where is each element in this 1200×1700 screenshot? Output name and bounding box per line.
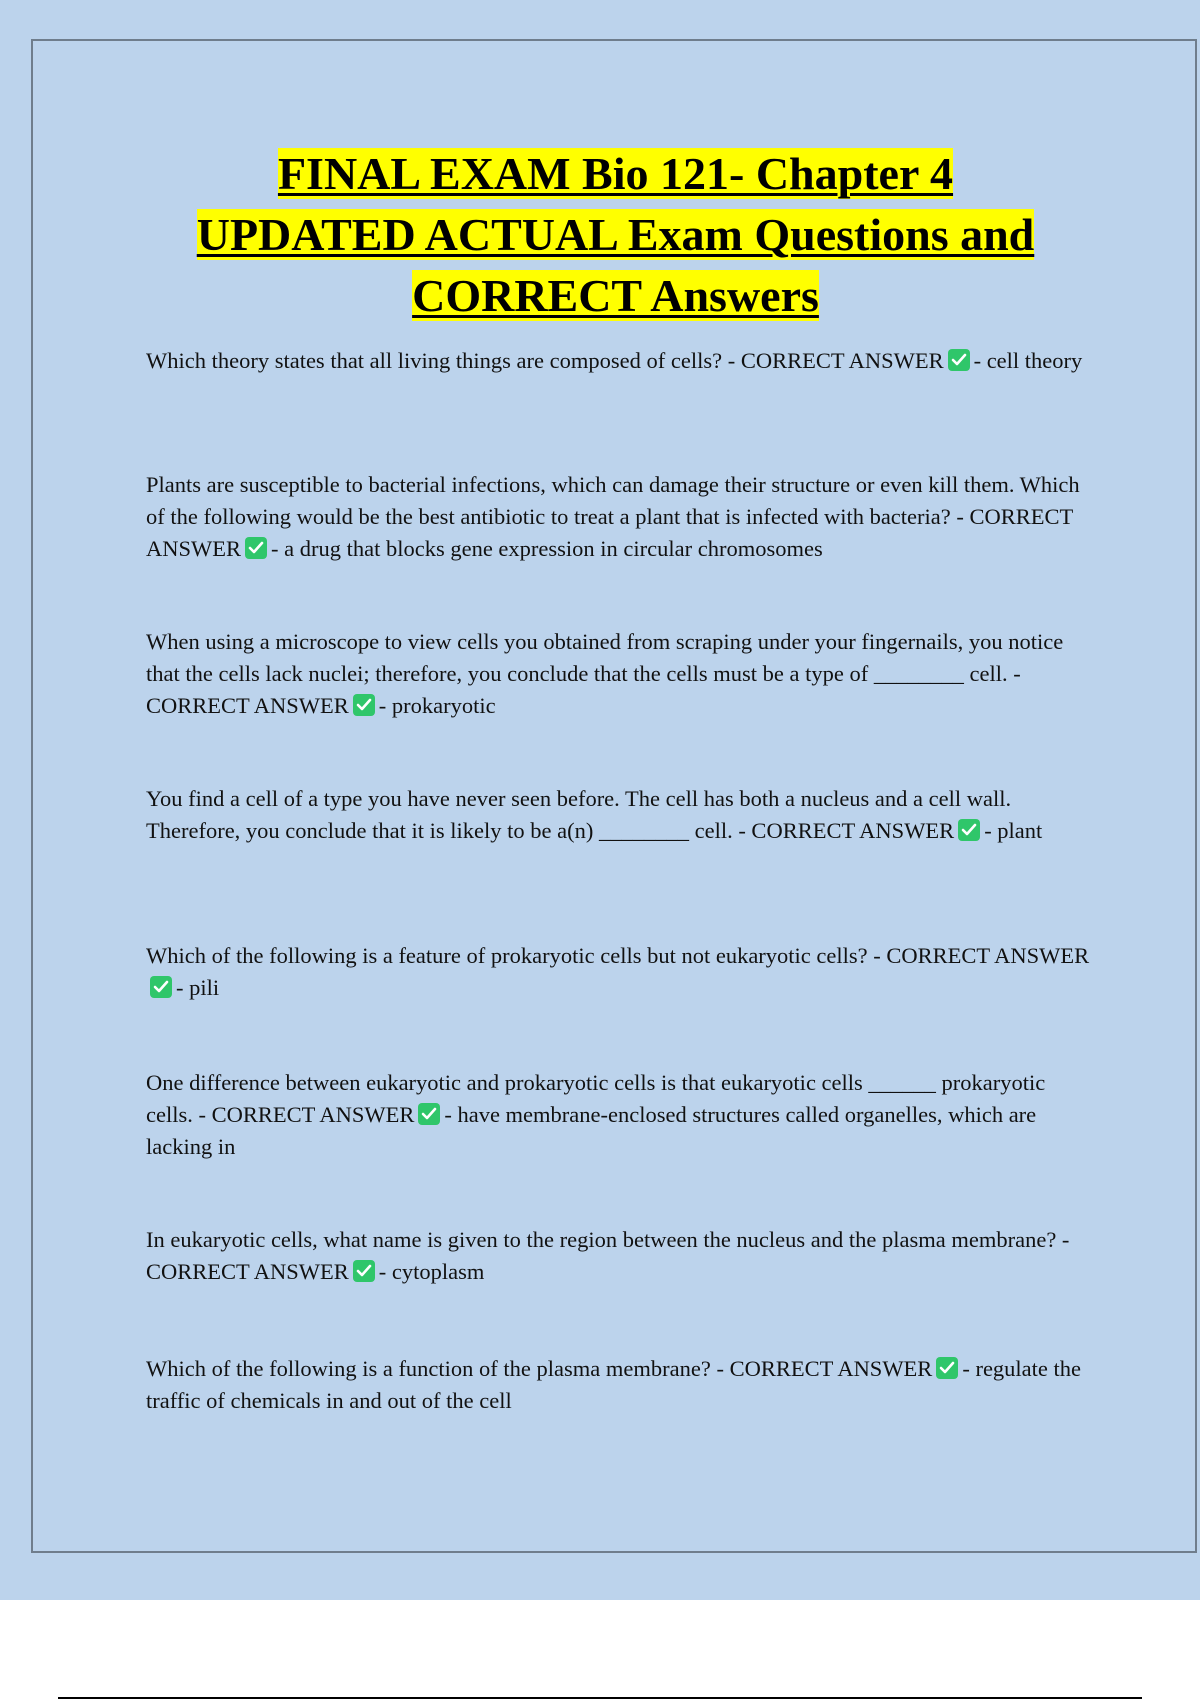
check-mark-icon — [150, 976, 172, 998]
question-text: Which of the following is a function of the plasma membrane? - CORRECT ANSWER — [146, 1356, 933, 1381]
answer-text: - prokaryotic — [378, 693, 496, 718]
answer-text: - have membrane-enclosed structures called organelles, which are lacking in — [146, 1102, 1037, 1159]
answer-text: - regulate the traffic of chemicals in and out of the cell — [146, 1356, 1082, 1413]
check-mark-icon — [418, 1103, 440, 1125]
footer-rule — [58, 1697, 1142, 1699]
answer-text: - cell theory — [973, 348, 1083, 373]
check-mark-icon — [936, 1357, 958, 1379]
title-line-1: FINAL EXAM Bio 121- Chapter 4 — [277, 148, 954, 199]
answer-text: - pili — [176, 975, 220, 1000]
check-mark-icon — [245, 537, 267, 559]
qa-item — [146, 1353, 1096, 1417]
answer-text: - plant — [984, 818, 1043, 843]
title-line-2: UPDATED ACTUAL Exam Questions and — [196, 209, 1035, 260]
question-text: In eukaryotic cells, what name is given to the region between the nucleus and the plasma membrane? - CORRECT ANSWER — [146, 1227, 1070, 1284]
qa-item — [146, 940, 1096, 1004]
question-text: Plants are susceptible to bacterial infections, which can damage their structure or even kill them. Which of the following would be the best antibiotic to treat a plant that is infected with bacteria? - CORRECT ANSWER — [146, 472, 1080, 561]
qa-item — [146, 783, 1096, 847]
answer-text: - a drug that blocks gene expression in circular chromosomes — [271, 536, 823, 561]
check-mark-icon — [958, 819, 980, 841]
answer-text: - cytoplasm — [378, 1259, 485, 1284]
question-text: When using a microscope to view cells you obtained from scraping under your fingernails, you notice that the cells lack nuclei; therefore, you conclude that the cells must be a type of ________ cell. - CORRECT ANSWER — [146, 629, 1064, 718]
qa-item — [146, 469, 1096, 565]
title-line-3: CORRECT Answers — [412, 270, 819, 321]
question-text: Which of the following is a feature of prokaryotic cells but not eukaryotic cells? - CORRECT ANSWER — [146, 943, 1090, 968]
document-title — [60, 143, 1171, 326]
question-text: Which theory states that all living things are composed of cells? - CORRECT ANSWER — [146, 348, 944, 373]
qa-item — [146, 626, 1096, 722]
qa-item — [146, 1224, 1096, 1288]
check-mark-icon — [353, 694, 375, 716]
check-mark-icon — [948, 349, 970, 371]
qa-item — [146, 345, 1096, 377]
question-text: You find a cell of a type you have never seen before. The cell has both a nucleus and a cell wall. Therefore, you conclude that it is likely to be a(n) ________ cell. - CORRECT ANSWER — [146, 786, 1012, 843]
question-text: One difference between eukaryotic and prokaryotic cells is that eukaryotic cells ______ prokaryotic cells. - CORRECT ANSWER — [146, 1070, 1046, 1127]
qa-item — [146, 1067, 1096, 1163]
check-mark-icon — [353, 1260, 375, 1282]
